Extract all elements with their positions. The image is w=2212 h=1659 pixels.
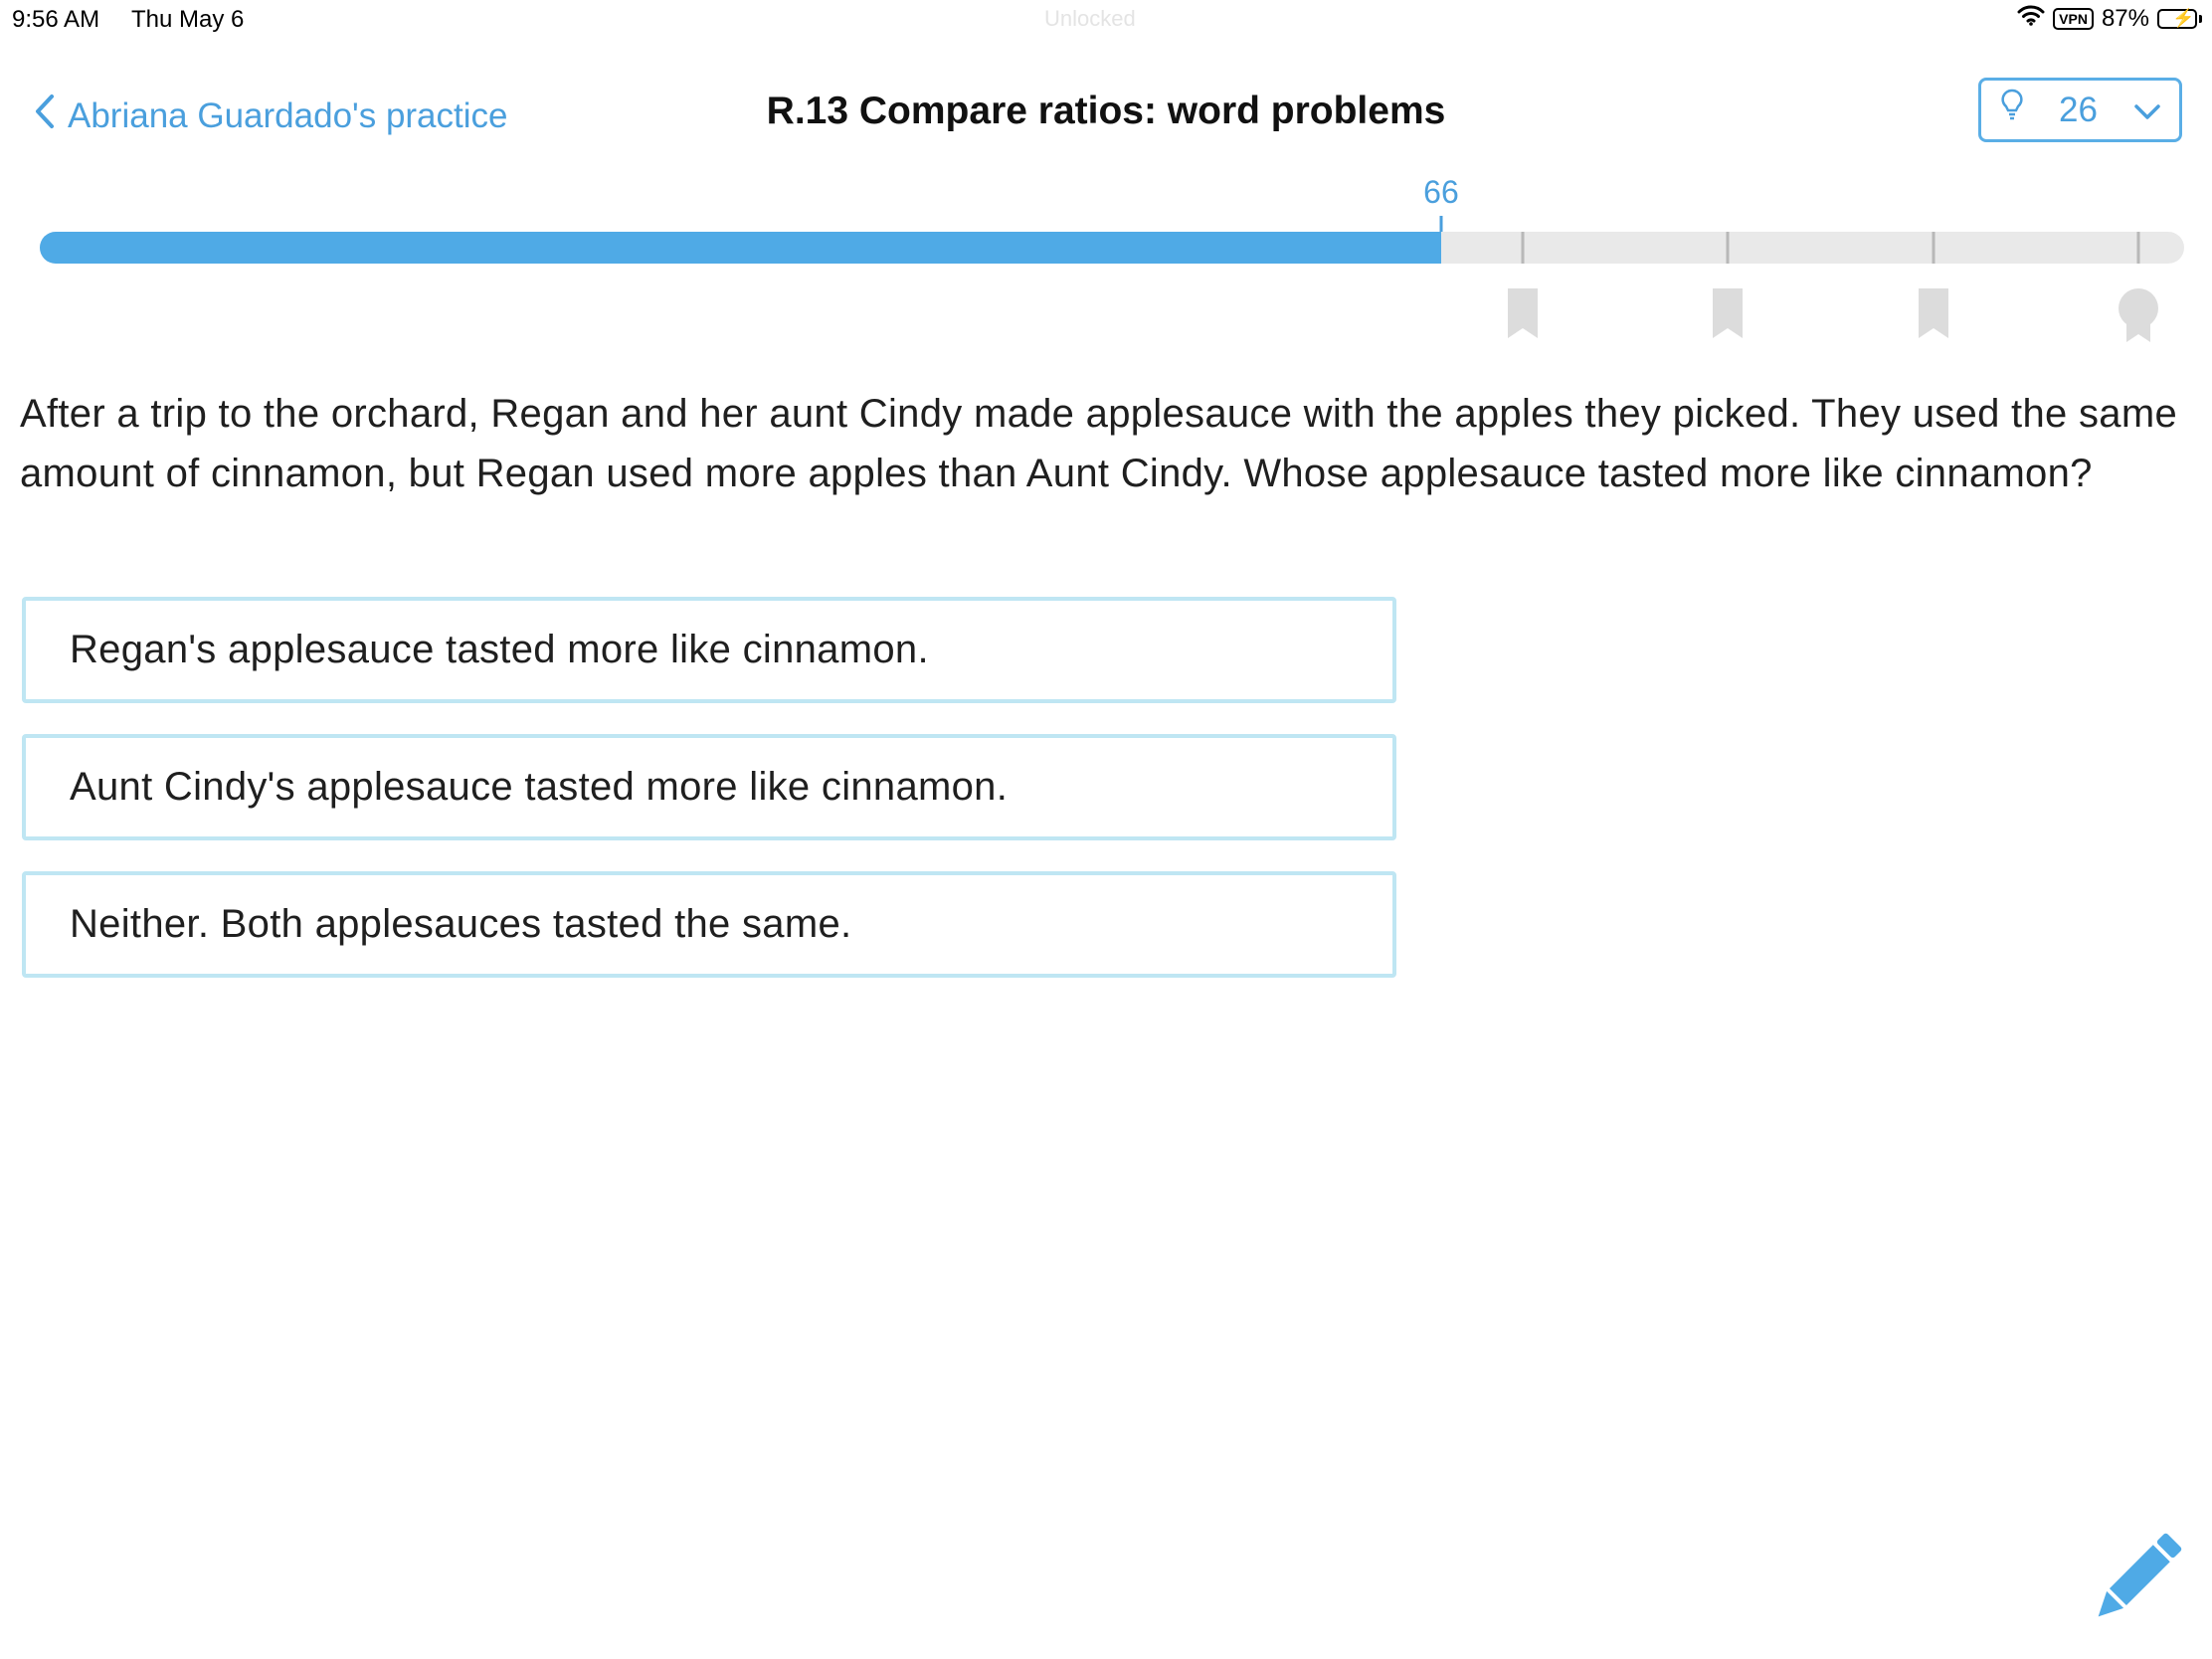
smartscore-progress: [40, 174, 2184, 343]
bookmark-icon: [1508, 288, 1538, 343]
answer-choice-2[interactable]: Aunt Cindy's applesauce tasted more like cinnamon.: [22, 734, 1396, 840]
milestone-tick: [1521, 232, 1524, 264]
milestone-tick: [2136, 232, 2139, 264]
status-right-group: [2017, 4, 2202, 33]
award-ribbon-icon: [2117, 288, 2160, 349]
lock-status: Unlocked: [1044, 6, 1136, 31]
hints-dropdown[interactable]: [1978, 78, 2182, 142]
hints-count: 26: [2059, 90, 2098, 129]
top-navigation: [0, 80, 2212, 149]
pencil-icon[interactable]: [2084, 1532, 2183, 1636]
vpn-badge: VPN: [2053, 8, 2094, 30]
lightbulb-icon: [2001, 89, 2023, 131]
milestone-tick: [1932, 232, 1935, 264]
chevron-down-icon: [2133, 91, 2161, 130]
back-button-label: Abriana Guardado's practice: [68, 95, 508, 135]
status-time: 9:56 AM: [12, 6, 100, 33]
milestone-tick: [1727, 232, 1730, 264]
progress-track: [40, 232, 2184, 264]
smartscore-value: 66: [1423, 174, 1459, 210]
status-bar: [0, 0, 2212, 40]
progress-fill: [40, 232, 1441, 264]
page-title: R.13 Compare ratios: word problems: [766, 90, 1446, 132]
wifi-icon: [2017, 4, 2045, 33]
status-date: Thu May 6: [131, 6, 245, 33]
bookmark-icon: [1919, 288, 1948, 343]
battery-charging-icon: ⚡: [2157, 9, 2202, 29]
battery-percent: 87%: [2101, 4, 2149, 32]
answer-choice-1[interactable]: Regan's applesauce tasted more like cinnamon.: [22, 597, 1396, 703]
answer-choice-3[interactable]: Neither. Both applesauces tasted the same.: [22, 871, 1396, 978]
bookmark-icon: [1713, 288, 1743, 343]
question-text: After a trip to the orchard, Regan and her aunt Cindy made applesauce with the apples they picked. They used the same amount of cinnamon, but Regan used more apples than Aunt Cindy. Whose applesauce tasted more like cinnamon?: [20, 392, 2177, 495]
